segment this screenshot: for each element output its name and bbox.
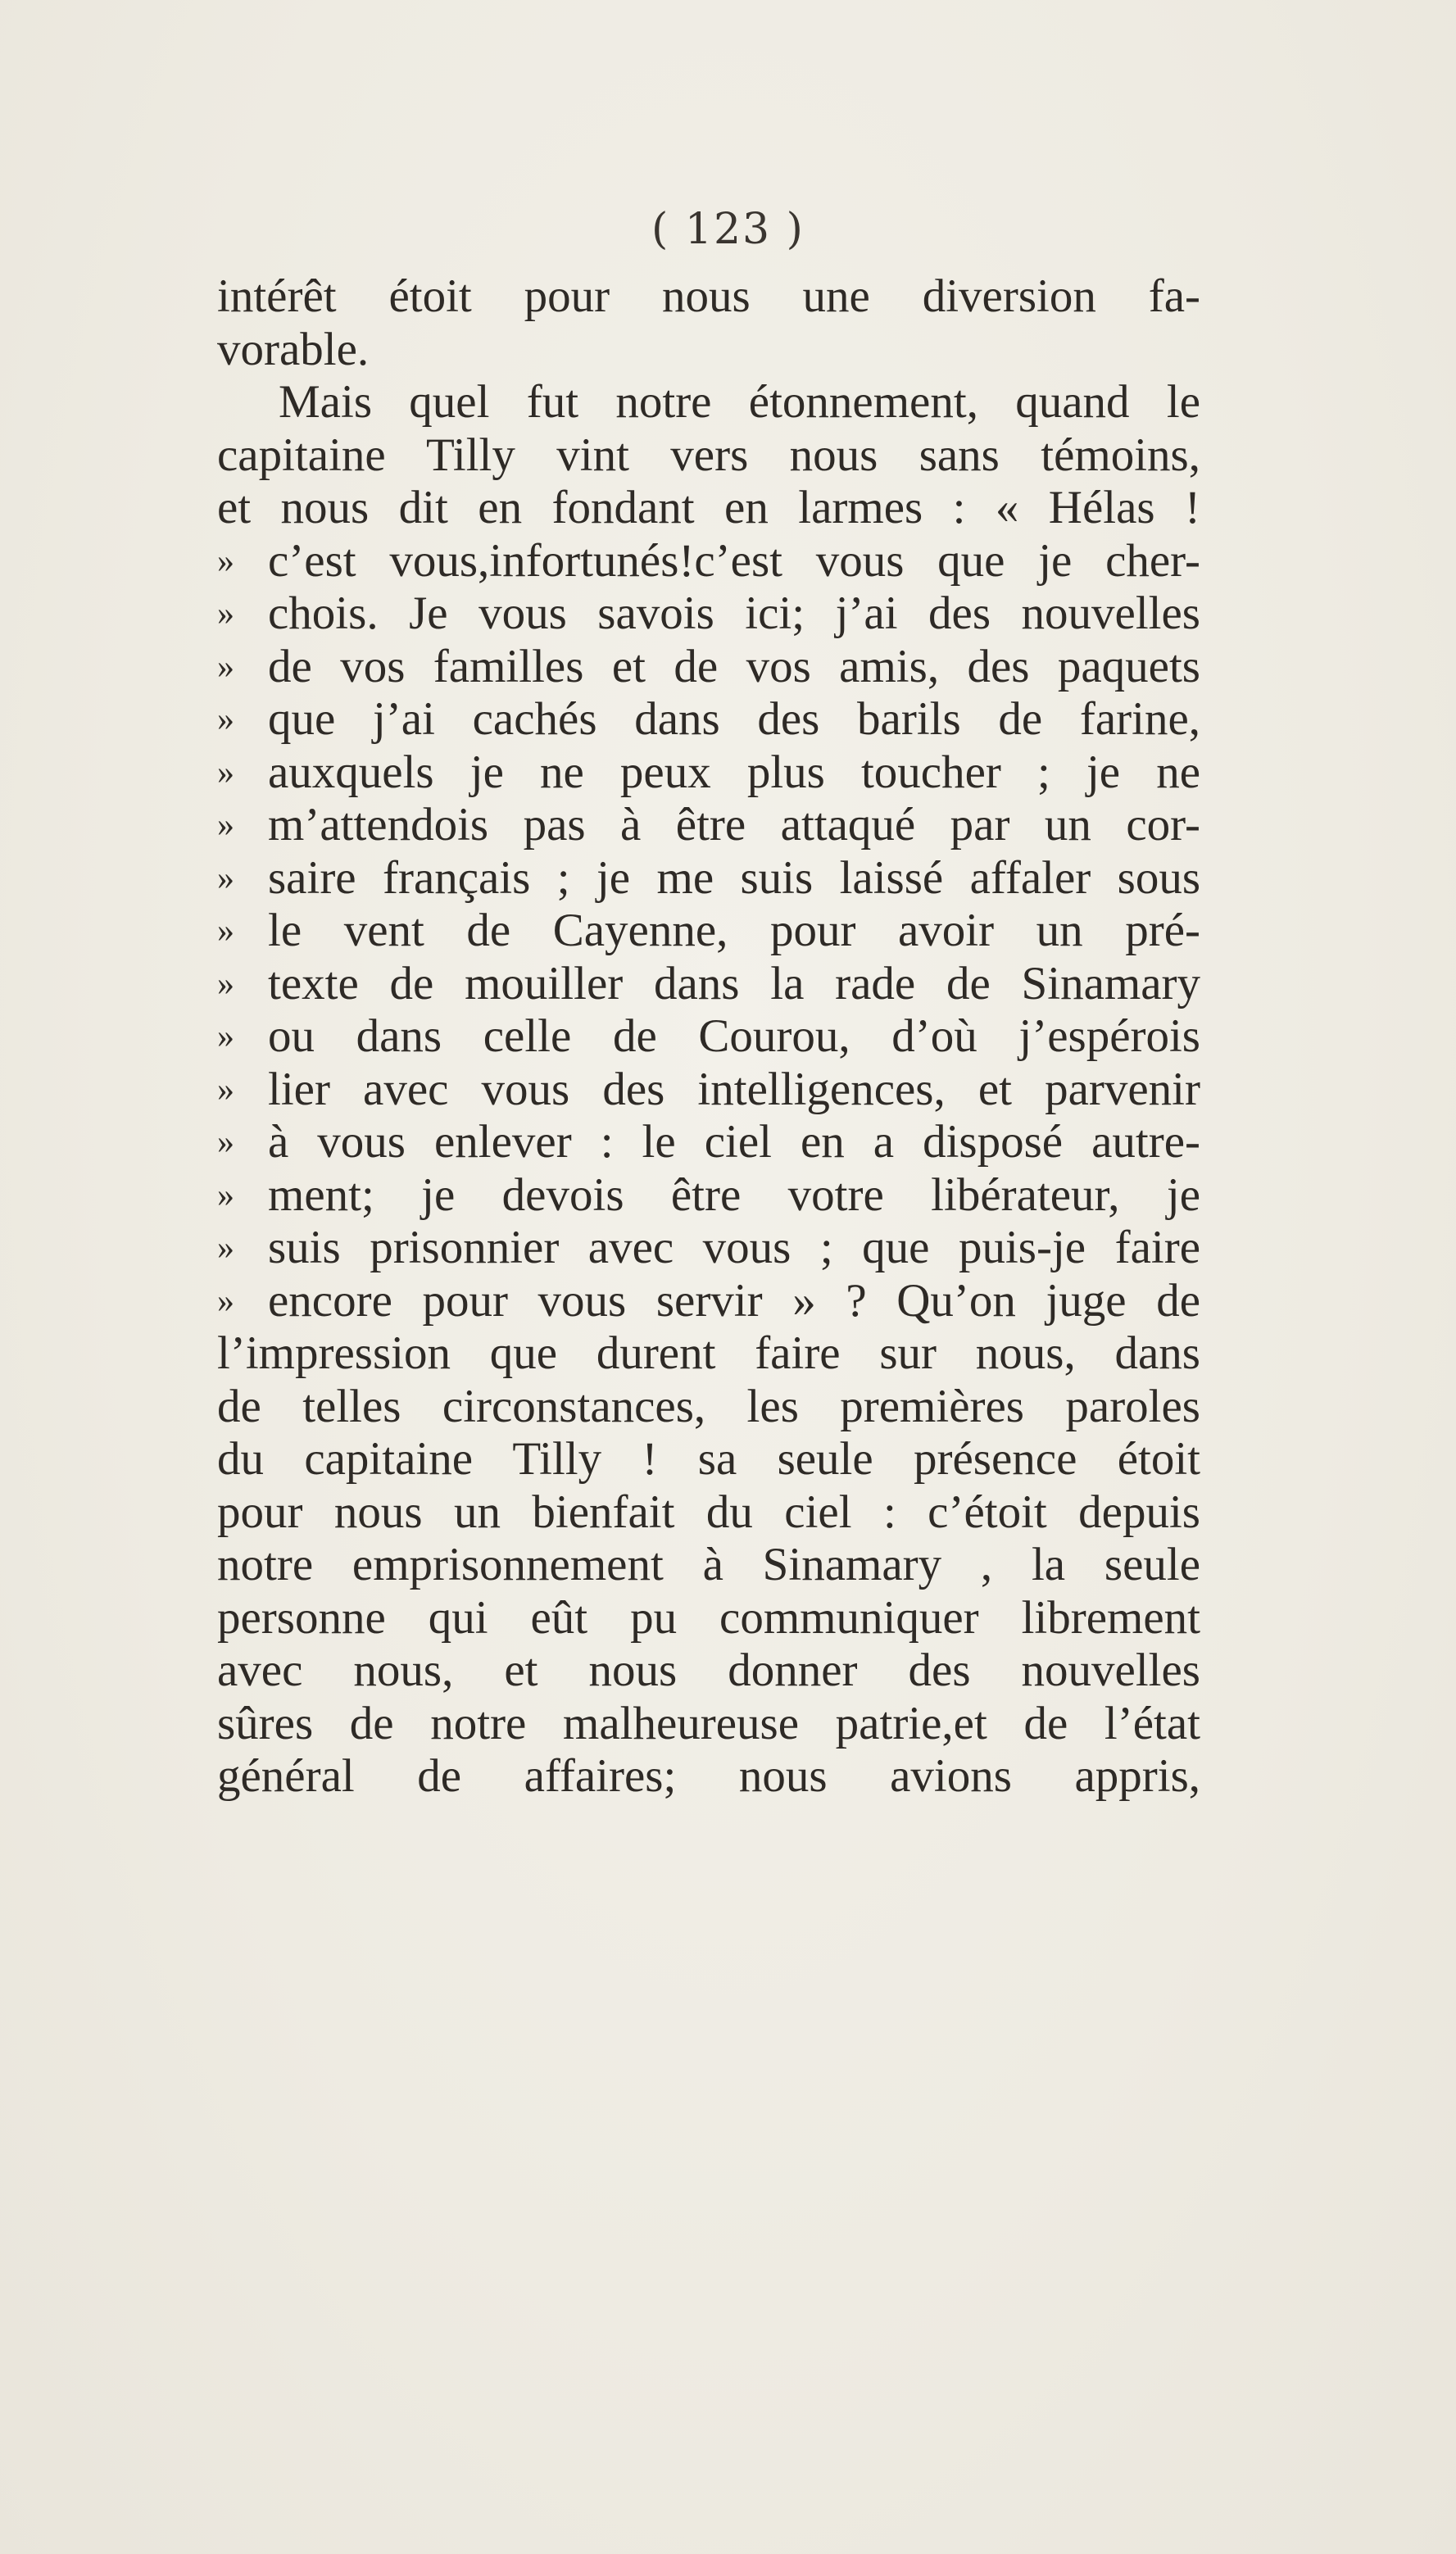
quote-mark: » [217, 647, 234, 686]
text-line: général de affaires; nous avions appris, [217, 1750, 1200, 1802]
text-line: personne qui eût pu communiquer librement [217, 1591, 1200, 1644]
quote-mark: » [217, 753, 234, 792]
text-line: intérêt étoit pour nous une diversion fa- [217, 270, 1200, 322]
text-line: sûres de notre malheureuse patrie,et de l’état [217, 1697, 1200, 1749]
line-text: que j’ai cachés dans des barils de farine, [268, 693, 1200, 745]
line-text: à vous enlever : le ciel en a disposé autre- [268, 1116, 1200, 1168]
quote-mark: » [217, 542, 234, 580]
line-text: de vos familles et de vos amis, des paquets [268, 640, 1200, 692]
text-line [217, 535, 1200, 588]
quote-mark: » [217, 1123, 234, 1161]
line-text: encore pour vous servir » ? Qu’on juge de [268, 1274, 1200, 1327]
text-line [217, 587, 1200, 641]
text-line [217, 1169, 1200, 1223]
line-text: ment; je devois être votre libérateur, je [268, 1168, 1200, 1221]
text-line [217, 1010, 1200, 1064]
text-line [217, 641, 1200, 694]
text-line: et nous dit en fondant en larmes : « Hélas ! [217, 482, 1200, 533]
line-text: m’attendois pas à être attaqué par un cor- [268, 799, 1200, 851]
quote-mark: » [217, 912, 234, 950]
paragraph [217, 376, 1200, 1803]
line-text: c’est vous,infortunés!c’est vous que je cher- [268, 534, 1200, 587]
line-text: lier avec vous des intelligences, et parvenir [268, 1063, 1200, 1115]
text-line [217, 1222, 1200, 1275]
line-text: le vent de Cayenne, pour avoir un pré- [268, 905, 1200, 956]
line-text: suis prisonnier avec vous ; que puis-je faire [268, 1222, 1200, 1273]
text-line: notre emprisonnement à Sinamary , la seule [217, 1539, 1200, 1590]
text-line [217, 693, 1200, 746]
quote-mark: » [217, 859, 234, 897]
paragraph [217, 270, 1200, 376]
line-text: chois. Je vous savois ici; j’ai des nouvelles [268, 587, 1200, 639]
quote-mark: » [217, 1018, 234, 1055]
line-text: auxquels je ne peux plus toucher ; je ne [268, 746, 1200, 798]
quote-mark: » [217, 595, 234, 633]
text-line [217, 958, 1200, 1011]
text-line: vorable. [217, 323, 370, 375]
text-line: pour nous un bienfait du ciel : c’étoit depuis [217, 1486, 1200, 1538]
line-text: texte de mouiller dans la rade de Sinamary [268, 957, 1200, 1009]
quote-mark: » [217, 1229, 234, 1267]
quote-mark: » [217, 1282, 234, 1320]
text-line [217, 905, 1200, 958]
text-line: de telles circonstances, les premières paroles [217, 1380, 1200, 1432]
quote-mark: » [217, 964, 234, 1003]
text-line: du capitaine Tilly ! sa seule présence étoit [217, 1433, 1200, 1485]
line-text: saire français ; je me suis laissé affaler sous [268, 851, 1200, 904]
line-text: ou dans celle de Courou, d’où j’espérois [268, 1010, 1200, 1062]
text-line [217, 852, 1200, 905]
body-text [217, 270, 1200, 1803]
quote-mark: » [217, 701, 234, 738]
quote-mark: » [217, 1070, 234, 1109]
quote-mark: » [217, 806, 234, 844]
text-line [217, 746, 1200, 800]
text-line: capitaine Tilly vint vers nous sans témoins, [217, 429, 1200, 481]
text-line: avec nous, et nous donner des nouvelles [217, 1644, 1200, 1696]
text-line: l’impression que durent faire sur nous, dans [217, 1327, 1200, 1379]
text-line [217, 1064, 1200, 1117]
page-number: ( 123 ) [651, 205, 805, 254]
text-line [217, 1275, 1200, 1328]
quote-mark: » [217, 1176, 234, 1214]
text-line: Mais quel fut notre étonnement, quand le [279, 376, 1200, 428]
text-line [217, 1116, 1200, 1169]
text-line [217, 799, 1200, 852]
